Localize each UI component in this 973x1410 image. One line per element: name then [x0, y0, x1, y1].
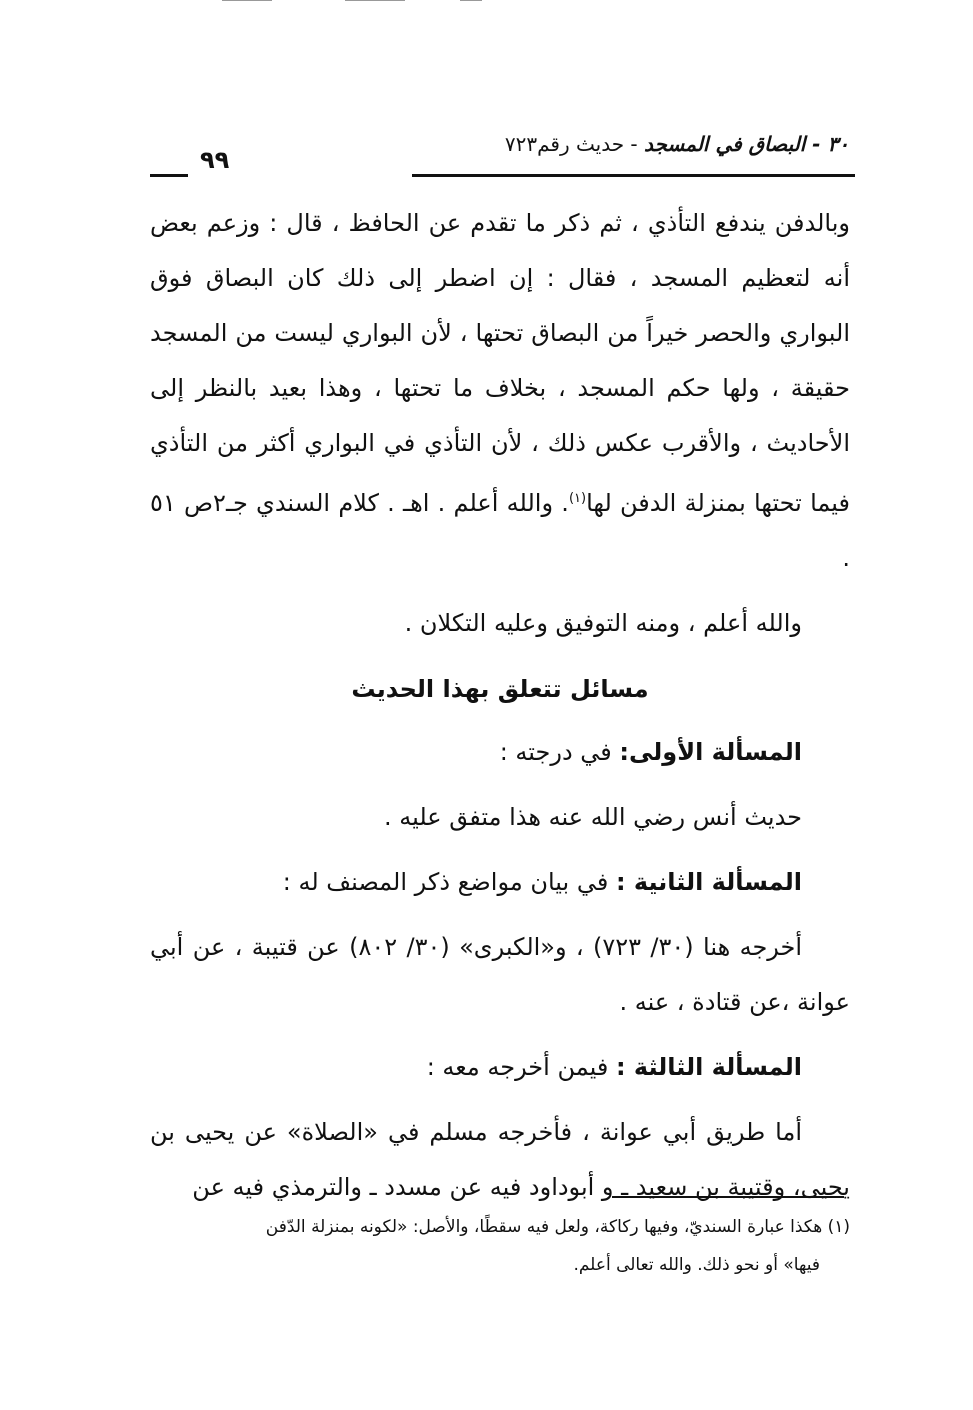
question-title: في درجته : [499, 738, 612, 766]
question-label: المسألة الأولى: [619, 738, 802, 766]
footnote-divider [612, 1196, 844, 1198]
page-number-dash [150, 174, 188, 177]
section-heading: مسائل تتعلق بهذا الحديث [351, 675, 649, 703]
question-body: حديث أنس رضي الله عنه هذا متفق عليه . [383, 803, 802, 831]
chapter-title: ٣٠ - البصاق في المسجد [644, 132, 849, 156]
question-body: أخرجه هنا (٣٠/ ٧٢٣) ، و«الكبرى» (٣٠/ ٨٠٢) عن قتيبة ، عن أبي عوانة ،عن قتادة ، عنه . [150, 933, 850, 1016]
question-label: المسألة الثانية : [615, 868, 802, 896]
scan-mark [460, 0, 482, 1]
question-heading [150, 855, 850, 910]
footnote [150, 1208, 850, 1246]
paragraph-text: وبالدفن يندفع التأذي ، ثم ذكر ما تقدم عن الحافظ ، قال : وزعم بعض أنه لتعظيم المسجد ، فقال : إن اضطر إلى ذلك كان البصاق فوق البواري والحصر خيراً من البصاق تحتها ، لأن البواري ليست من المسجد حقيقة ، ولها حكم المسجد ، بخلاف ما تحتها ، وهذا بعيد بالنظر إلى الأحاديث ، والأقرب عكس ذلك ، لأن التأذي في البواري أكثر من التأذي فيما تحتها بمنزلة الدفن لها [150, 209, 850, 517]
scan-mark [222, 0, 272, 1]
header-rule [412, 174, 855, 177]
footnote-reference: (١) [568, 491, 587, 506]
question-heading [150, 1040, 850, 1095]
main-text [150, 196, 850, 1215]
question-label: المسألة الثالثة : [615, 1053, 802, 1081]
question-title: في بيان مواضع ذكر المصنف له : [282, 868, 609, 896]
scan-mark [345, 0, 405, 1]
question-heading [150, 725, 850, 780]
question-title: فيمن أخرجه معه : [426, 1053, 609, 1081]
footnotes [150, 1208, 850, 1284]
running-header [150, 126, 855, 182]
hadith-number: - حديث رقم٧٢٣ [504, 132, 638, 156]
closing-line: والله أعلم ، ومنه التوفيق وعليه التكلان . [404, 609, 802, 637]
paragraph [150, 196, 850, 586]
footnote-continuation: فيها» أو نحو ذلك. والله تعالى أعلم. [573, 1255, 820, 1275]
question-body: أما طريق أبي عوانة ، فأخرجه مسلم في «الصلاة» عن يحيى بن يحيى، وقتيبة بن سعيد ـ و أبوداود فيه عن مسدد ـ والترمذي فيه عن [150, 1118, 850, 1201]
footnote-text: هكذا عبارة السنديّ، وفيها ركاكة، ولعل فيه سقطًا، والأصل: «لكونه بمنزلة الدّفن [265, 1217, 823, 1237]
footnote-number: (١) [827, 1217, 850, 1237]
header-title [505, 132, 849, 156]
paragraph-text: . والله أعلم . اهـ . كلام السندي جـ٢ص ٥١ . [150, 489, 850, 572]
page-number: ٩٩ [200, 146, 230, 174]
